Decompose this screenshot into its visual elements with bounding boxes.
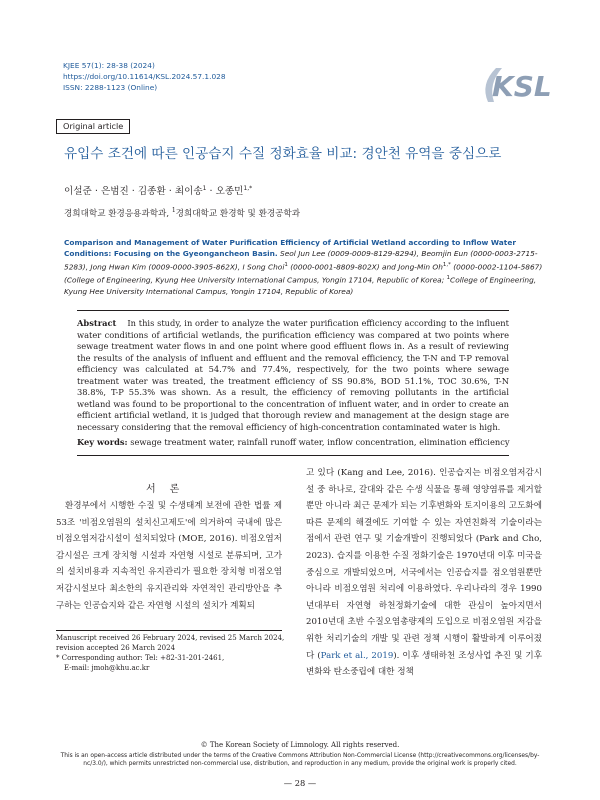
body-right-paragraph <box>306 465 542 681</box>
english-affil-sup: 1 <box>446 274 451 281</box>
affiliation-korean-1: 경희대학교 환경응용과학과, <box>64 208 172 219</box>
footnote-rule <box>56 630 282 631</box>
footnote-line3: * Corresponding author: Tel: +82-31-201-2461, <box>56 654 225 662</box>
ksl-logo-text: KSL <box>492 70 550 103</box>
journal-meta <box>63 60 226 93</box>
abstract-top-rule <box>77 310 509 311</box>
english-title: Comparison and Management of Water Purification Efficiency of Artificial Wetland according to Inflow Water Conditions: Focusing on the Gyeongancheon Basin. <box>64 238 516 259</box>
ksl-logo <box>478 62 550 106</box>
english-authors-sup2: 1,* <box>442 261 451 268</box>
footnote-line4: E-mail: jmoh@khu.ac.kr <box>64 664 150 672</box>
abstract <box>77 318 509 433</box>
authors-korean <box>64 182 252 198</box>
license-text: This is an open-access article distributed under the terms of the Creative Commons Attribution Non-Commercial License (http://creativecommons.org/licenses/by-nc/3.0/), which permits unrestricted non-commercial use, distribution, and reproduction in any medium, provide the original work is properly cited. <box>60 753 540 768</box>
body-right-column <box>306 465 542 681</box>
copyright: © The Korean Society of Limnology. All rights reserved. <box>200 741 400 749</box>
section-heading-introduction: 서론 <box>146 484 194 495</box>
english-authors-3: (0000-0002-1104-5867) (College of Engineering, Kyung Hee University International Campus, Yongin 17104, Republic of Korea; <box>64 262 543 285</box>
article-type-badge: Original article <box>56 119 130 134</box>
english-authors: Seol Jun Lee (0009-0009-8129-8294), Beomjin Eun (0000-0003-2715-5283), Jong Hwan Kim (0009-0000-3905-862X), I Song Choi <box>64 249 538 272</box>
abstract-label: Abstract <box>77 318 117 328</box>
english-authors-sup1: 1 <box>284 261 288 268</box>
journal-citation: KJEE 57(1): 28-38 (2024) <box>63 61 155 70</box>
authors-korean-last: · 오종민 <box>206 186 244 198</box>
affiliation-korean <box>64 205 300 220</box>
english-authors-2: (0000-0001-8809-802X) and Jong-Min Oh <box>287 262 443 272</box>
ksl-logo-icon <box>478 62 550 106</box>
affiliation-korean-2: 경희대학교 환경학 및 환경공학과 <box>175 208 301 219</box>
body-right-text-2: ). 이후 생태하천 조성사업 추진 및 기후변화와 탄소중립에 대한 정책 <box>306 650 542 678</box>
keywords-label: Key words: <box>77 437 128 447</box>
title-korean: 유입수 조건에 따른 인공습지 수질 정화효율 비교: 경안천 유역을 중심으로 <box>64 146 502 162</box>
footnote-line1: Manuscript received 26 February 2024, revised 25 March 2024, <box>56 634 285 642</box>
body-right-text-1: 고 있다 (Kang and Lee, 2016). 인공습지는 비점오염저감시설 중 하나로, 갈대와 같은 수생 식물을 통해 영양염류를 제거할 뿐만 아니라 최근 문제가 되는 기후변화와 토지이용의 고도화에 따른 문제의 해결에도 기여할 수 있는 자연친화적 기술이라는 점에서 관련 연구 및 기술개발이 진행되었다 (Park and Cho, 2023). 습지를 이용한 수질 정화기술은 1970년대 이후 미국을 중심으로 개발되었으며, 서국에서는 인공습지를 점오염원뿐만 아니라 비점오염원 처리에 이용하였다. 우리나라의 경우 1990년대부터 자연형 하천정화기술에 대한 관심이 높아지면서 2010년대 초반 수질오염총량제의 도입으로 비점오염원 저감을 위한 처리기술의 개발 및 관련 정책 시행이 활발하게 이루어졌다 ( <box>306 468 542 661</box>
abstract-bottom-rule <box>77 455 509 456</box>
keywords <box>77 437 509 448</box>
citation-park-2019[interactable]: Park et al., 2019 <box>320 650 394 661</box>
authors-korean-last-sup: 1,* <box>243 185 253 192</box>
english-citation-block <box>64 237 550 297</box>
footnote <box>56 633 292 673</box>
authors-korean-text: 이설준 · 은범진 · 김종환 · 최이송 <box>64 186 203 198</box>
doi-link[interactable]: https://doi.org/10.11614/KSL.2024.57.1.028 <box>63 72 226 81</box>
issn: ISSN: 2288-1123 (Online) <box>63 83 158 92</box>
page-number: — 28 — <box>283 778 317 788</box>
abstract-text: In this study, in order to analyze the water purification efficiency according to the influent water conditions of artificial wetlands, the purification efficiency was compared at two points where sewage treatment water flows in and one point where good effluent flows in. As a result of reviewing the results of the analysis of influent and effluent and the removal efficiency, the T-N and T-P removal efficiency was calculated at 54.7% and 77.4%, respectively, for the two points where sewage treatment water was treated, the treatment efficiency of SS 90.8%, BOD 51.1%, TOC 30.6%, T-N 38.8%, T-P 55.3% was shown. As a result, the efficiency of removing pollutants in the artificial wetland was found to be proportional to the concentration of influent water, and in order to create an efficient artificial wetland, it is judged that thorough review and management at the design stage are necessary considering that the removal efficiency of high-concentration contaminated water is high. <box>77 318 509 432</box>
keywords-text: sewage treatment water, rainfall runoff water, inflow concentration, elimination efficiency <box>127 437 510 447</box>
authors-korean-sup: 1 <box>202 185 207 192</box>
english-affil-2: College of Engineering, Kyung Hee University International Campus, Yongin 17104, Republic of Korea) <box>64 275 537 296</box>
affiliation-korean-sup: 1 <box>171 207 176 214</box>
footnote-line2: revision accepted 26 March 2024 <box>56 644 176 652</box>
body-left-column <box>56 498 282 614</box>
body-left-paragraph: 환경부에서 시행한 수질 및 수생태계 보전에 관한 법률 제53조 '비점오염원의 설치신고제도'에 의거하여 국내에 많은 비점오염저감시설이 설치되었다 (MOE, 2016). 비점오염저감시설은 크게 장치형 시설과 자연형 시설로 분류되며, 고가의 설치비용과 지속적인 유지관리가 필요한 장치형 비점오염저감시설보다 최소한의 유지관리와 자연적인 관리방안을 추구하는 인공습지와 같은 자연형 시설의 설치가 계획되 <box>56 501 282 611</box>
